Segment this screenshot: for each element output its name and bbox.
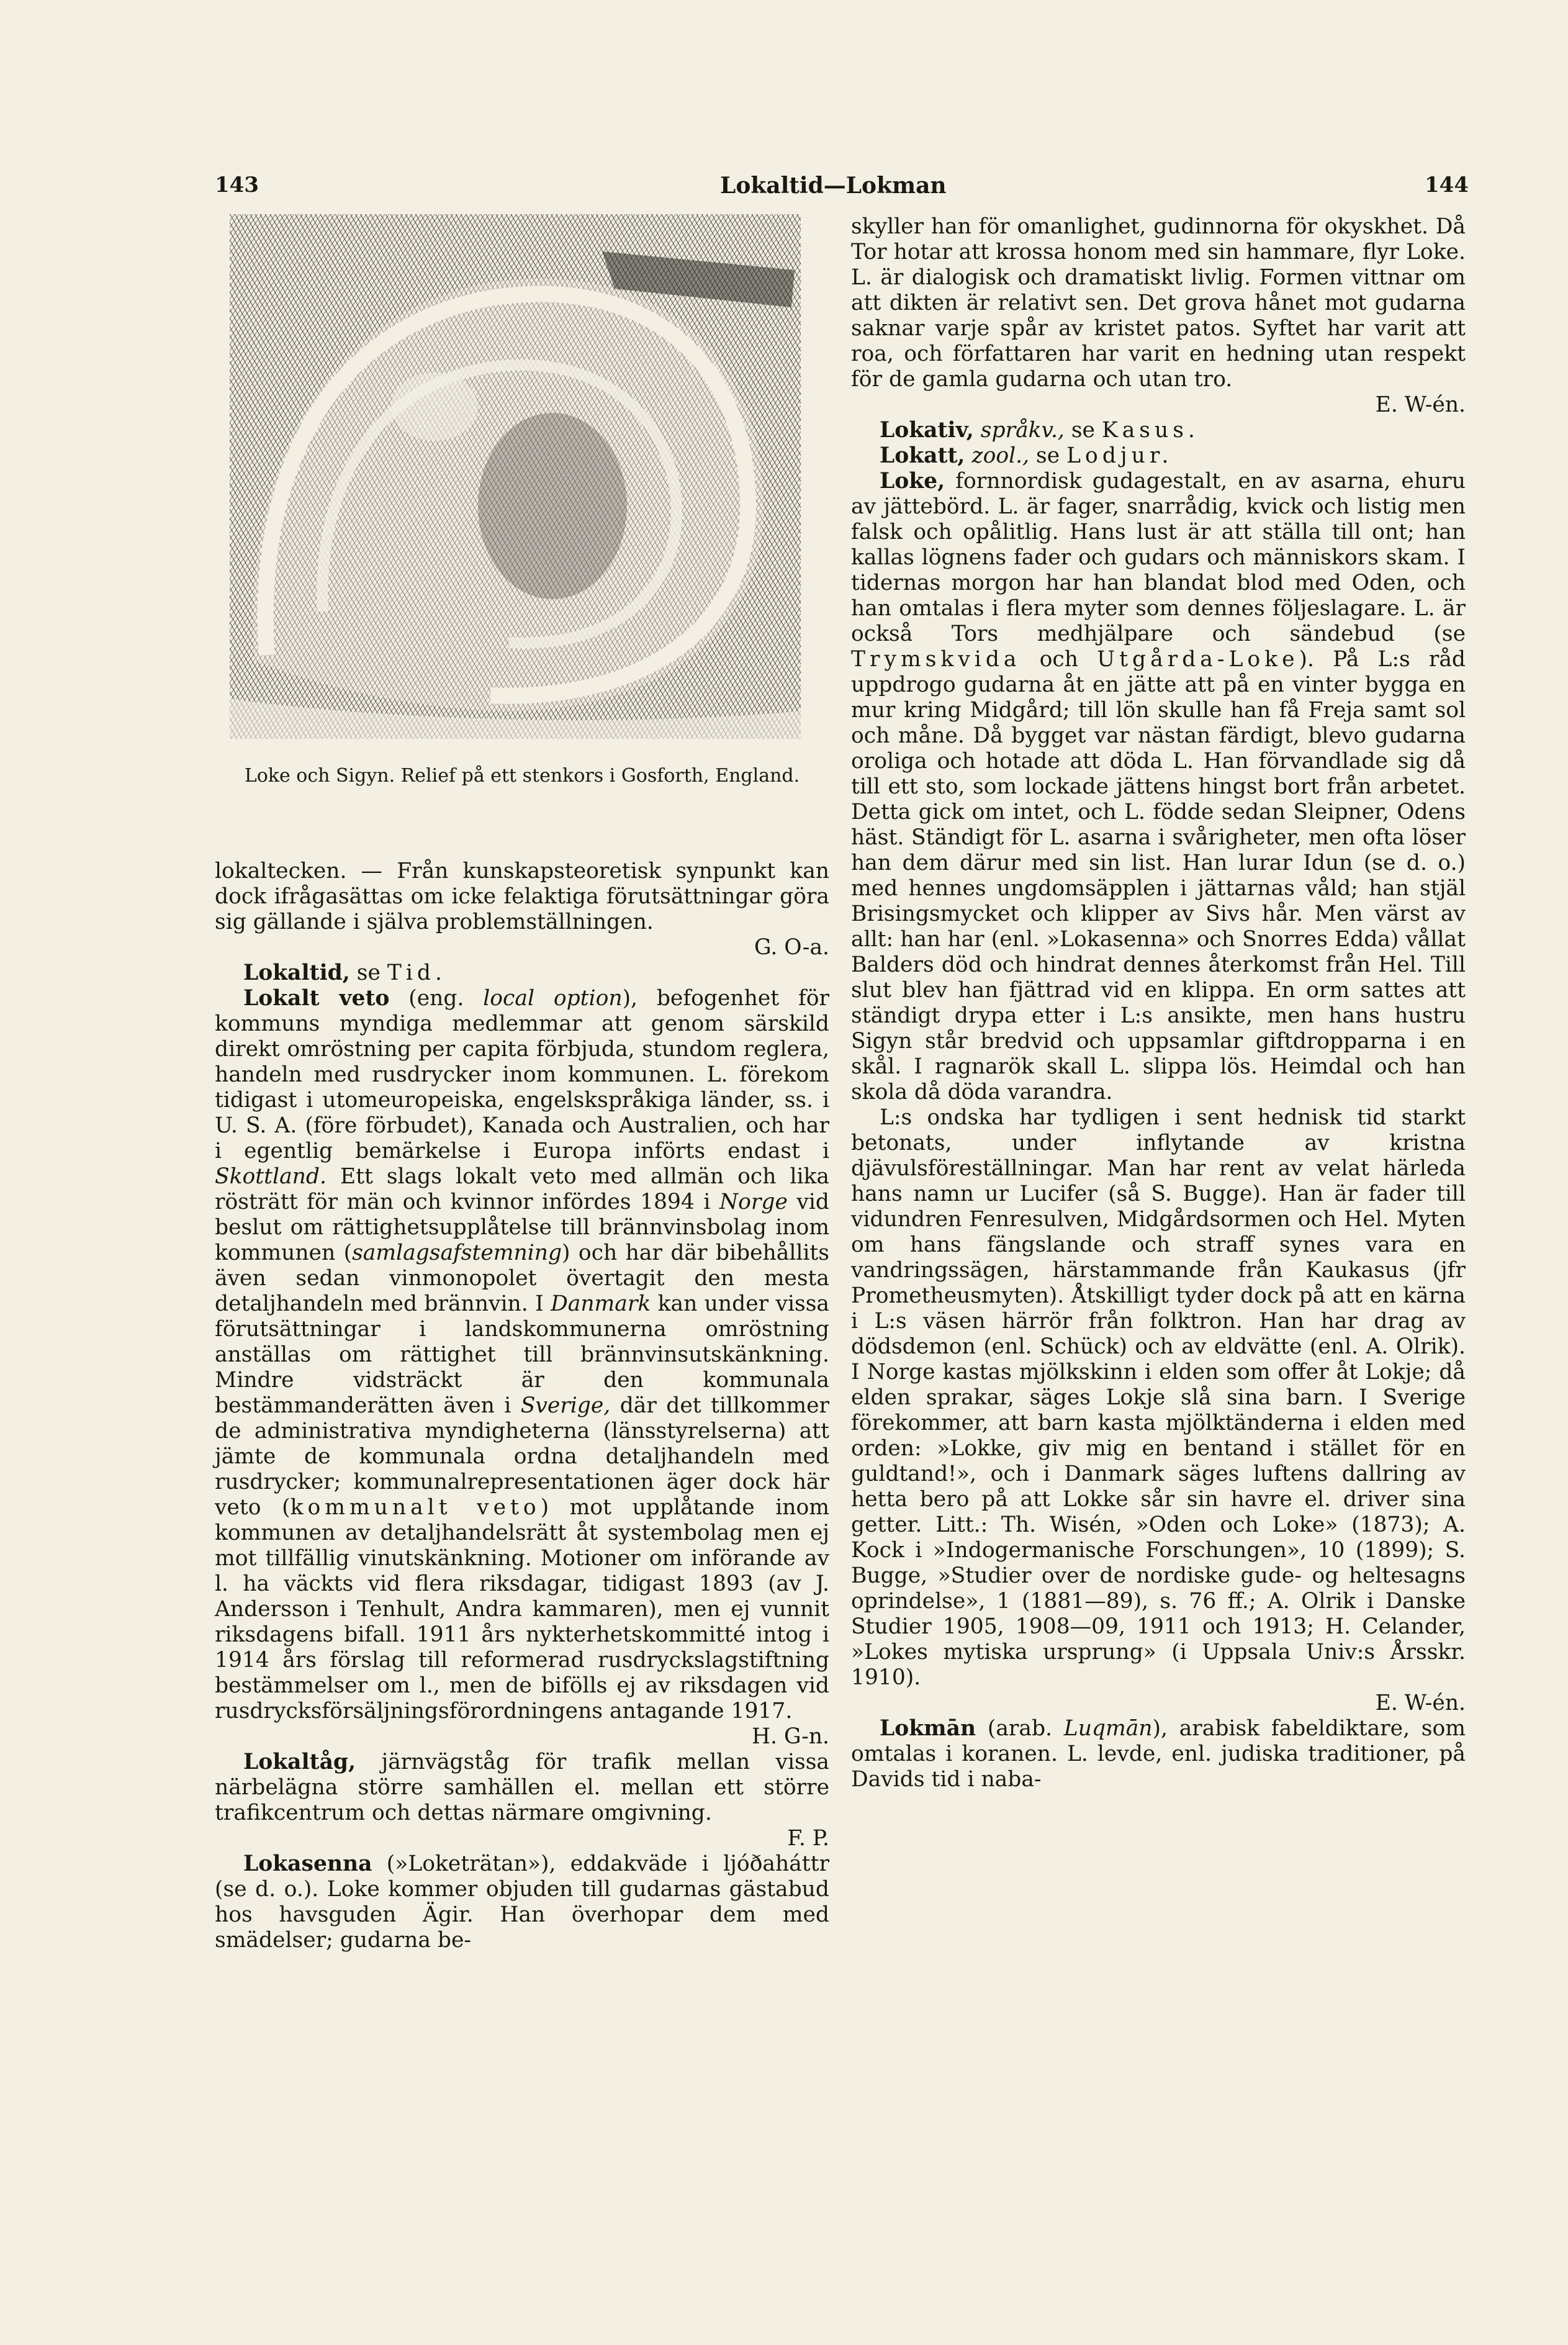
entry-lokalt-veto: Lokalt veto (eng. local option), befogenhet för kommuns myndiga medlemmar att genom särskild direkt omröstning per capita förbjuda, stundom reglera, handeln med rusdrycker inom kommunen. L. förekom tidigast i utomeuropeiska, engelskspråkiga länder, ss. i U. S. A. (före förbudet), Kanada och Australien, och har i egentlig bemärkelse i Europa införts endast i Skottland. Ett slags lokalt veto med allmän och lika rösträtt för män och kvinnor infördes 1894 i Norge vid beslut om rättighetsupplåtelse till brännvinsbolag inom kommunen (samlagsafstemning) och har där bibehållits även sedan vinmonopolet övertagit den mesta detaljhandeln med brännvin. I Danmark kan under vissa förutsättningar i landskommunerna omröstning anställas om rättighet till brännvinsutskänkning. Mindre vidsträckt är den kommunala bestämmanderätten även i Sverige, där det tillkommer de administrativa myndigheterna (länsstyrelserna) att jämte de kommunala ordna detaljhandeln med rusdrycker; kommunalrepresentationen äger dock här veto (kommunalt veto) mot upplåtande inom kommunen av detaljhandelsrätt åt systembolag men ej mot tillfällig vinutskänkning. Motioner om införande av l. ha väckts vid flera riksdagar, tidigast 1893 (av J. Andersson i Tenhult, Andra kammaren), men ej vunnit riksdagens bifall. 1911 års nykterhetskommitté intog i 1914 års förslag till reformerad rusdryckslagstiftning bestämmelser om l., men de bifölls ej av riksdagen vid rusdrycksförsäljningsförordningens antagande 1917. H. G-n.: [215, 986, 830, 1749]
cross-reference: Utgårda-Loke: [1097, 647, 1299, 672]
entry-lokasenna: Lokasenna (»Loketrätan»), eddakväde i ljóðaháttr (se d. o.). Loke kommer objuden till gudarnas gästabud hos havsguden Ägir. Han överhopar dem med smädelser; gudarna be-: [215, 1851, 829, 1953]
page-number-right: 144: [1425, 173, 1469, 197]
entry-loke-paragraph-2: L:s ondska har tydligen i sent hednisk tid starkt betonats, under inflytande av kristna djävulsföreställningar. Man har rent av velat härleda hans namn ur Lucifer (så S. Bugge). Han är fader till vidundren Fenresulven, Midgårdsormen och Hel. Myten om hans fängslande och straff synes vara en vandringssägen, härstammande från Kaukasus (jfr Prometheusmyten). Åtskilligt tyder dock på att en kärna i L:s väsen härrör från folktron. Han har drag av dödsdemon (enl. Schück) och av eldvätte (enl. A. Olrik). I Norge kastas mjölkskinn i elden som offer åt Lokje; då elden sprakar, säges Lokje slå sina barn. I Sverige förekommer, att barn kasta mjölktänderna i elden med orden: »Lokke, giv mig en bentand i stället för en guldtand!», och i Danmark säges luftens dallring av hetta bero på att Lokke sår sin havre el. driver sina getter. Litt.: Th. Wisén, »Oden och Loke» (1873); A. Kock i »Indogermanische Forschungen», 10 (1899); S. Bugge, »Studier over de nordiske gude- og heltesagns oprindelse», 1 (1881—89), s. 76 ff.; A. Olrik i Danske Studier 1905, 1908—09, 1911 och 1913; H. Celander, »Lokes mytiska ursprung» (i Uppsala Univ:s Årsskr. 1910). E. W-én.: [851, 1105, 1466, 1715]
running-head: Lokaltid—Lokman: [720, 173, 947, 199]
entry-lokman: Lokmān (arab. Luqmān), arabisk fabeldiktare, som omtalas i koranen. L. levde, enl. judiska traditioner, på Davids tid i naba-: [851, 1716, 1466, 1792]
cross-reference: Trymskvida: [851, 647, 1021, 672]
entry-lokatt: Lokatt, zool., se Lodjur.: [880, 443, 1173, 468]
cross-reference: Lodjur.: [1066, 443, 1173, 468]
signature: E. W-én.: [1375, 392, 1466, 417]
headword: Lokativ,: [880, 418, 974, 443]
figure-caption: Loke och Sigyn. Relief på ett stenkors i Gosforth, England.: [244, 765, 800, 787]
cross-reference: Tid.: [387, 960, 446, 985]
headword: Loke,: [880, 469, 945, 494]
left-column: [215, 859, 829, 1953]
entry-loke: Loke, fornnordisk gudagestalt, en av asarna, ehuru av jättebörd. L. är fager, snarrådig, kvick och listig men falsk och opålitlig. Hans lust är att ställa till ont; han kallas lögnens fader och gudars och människors skam. I tidernas morgon har han blandat blod med Oden, och han omtalas i flera myter som dennes följeslagare. L. är också Tors medhjälpare och sändebud (se Trymskvida och Utgårda-Loke). På L:s råd uppdrogo gudarna åt en jätte att på en vinter bygga en mur kring Midgård; till lön skulle han få Freja samt sol och måne. Då bygget var nästan färdigt, blevo gudarna oroliga och hotade att döda L. Han förvandlade sig då till ett sto, som lockade jättens hingst bort från arbetet. Detta gick om intet, och L. födde sedan Sleipner, Odens häst. Ständigt för L. asarna i svårigheter, men ofta löser han dem därur med sin list. Han lurar Idun (se d. o.) med hennes ungdomsäpplen i jättarnas våld; han stjäl Brisingsmycket och klipper av Sivs hår. Men värst av allt: han har (enl. »Lokasenna» och Snorres Edda) vållat Balders död och hindrat dennes återkomst från Hel. Till slut blev han fjättrad vid en klippa. En orm sattes att ständigt drypa etter i L:s ansikte, men hans hustru Sigyn står bredvid och uppsamlar giftdropparna i en skål. I ragnarök skall L. slippa lös. Heimdal och han skola då döda varandra.: [851, 469, 1466, 1105]
signature: H. G-n.: [751, 1724, 829, 1749]
entry-continuation: lokaltecken. — Från kunskapsteoretisk synpunkt kan dock ifrågasättas om icke felaktiga förutsättningar göra sig gällande i själva problemställningen. G. O-a.: [215, 859, 829, 960]
entry-lokativ: Lokativ, språkv., se Kasus.: [880, 418, 1199, 443]
cross-reference: Kasus.: [1101, 418, 1199, 443]
entry-lokaltid: Lokaltid, se Tid.: [243, 960, 446, 985]
entry-continuation: skyller han för omanlighet, gudinnorna för okyskhet. Då Tor hotar att krossa honom med sin hammare, flyr Loke. L. är dialogisk och dramatiskt livlig. Formen vittnar om att dikten är relativt sen. Det grova hånet mot gudarna saknar varje spår av kristet patos. Syftet har varit att roa, och författaren har varit en hedning utan respekt för de gamla gudarna och utan tro. E. W-én.: [851, 214, 1466, 417]
page-number-left: 143: [215, 173, 259, 197]
signature: F. P.: [787, 1826, 829, 1851]
entry-lokaltag: Lokaltåg, järnvägståg för trafik mellan vissa närbelägna större samhällen el. mellan ett större trafikcentrum och dettas närmare omgivning. F. P.: [215, 1750, 829, 1851]
headword: Lokatt,: [880, 443, 965, 468]
right-column: [851, 214, 1466, 1792]
headword: Lokalt veto: [243, 986, 390, 1011]
headword: Lokasenna: [243, 1851, 372, 1876]
signature: E. W-én.: [1375, 1691, 1466, 1715]
headword: Lokmān: [880, 1716, 976, 1741]
headword: Lokaltid,: [243, 960, 350, 985]
signature: G. O-a.: [754, 935, 829, 960]
relief-illustration: [230, 214, 801, 739]
headword: Lokaltåg,: [243, 1750, 356, 1774]
